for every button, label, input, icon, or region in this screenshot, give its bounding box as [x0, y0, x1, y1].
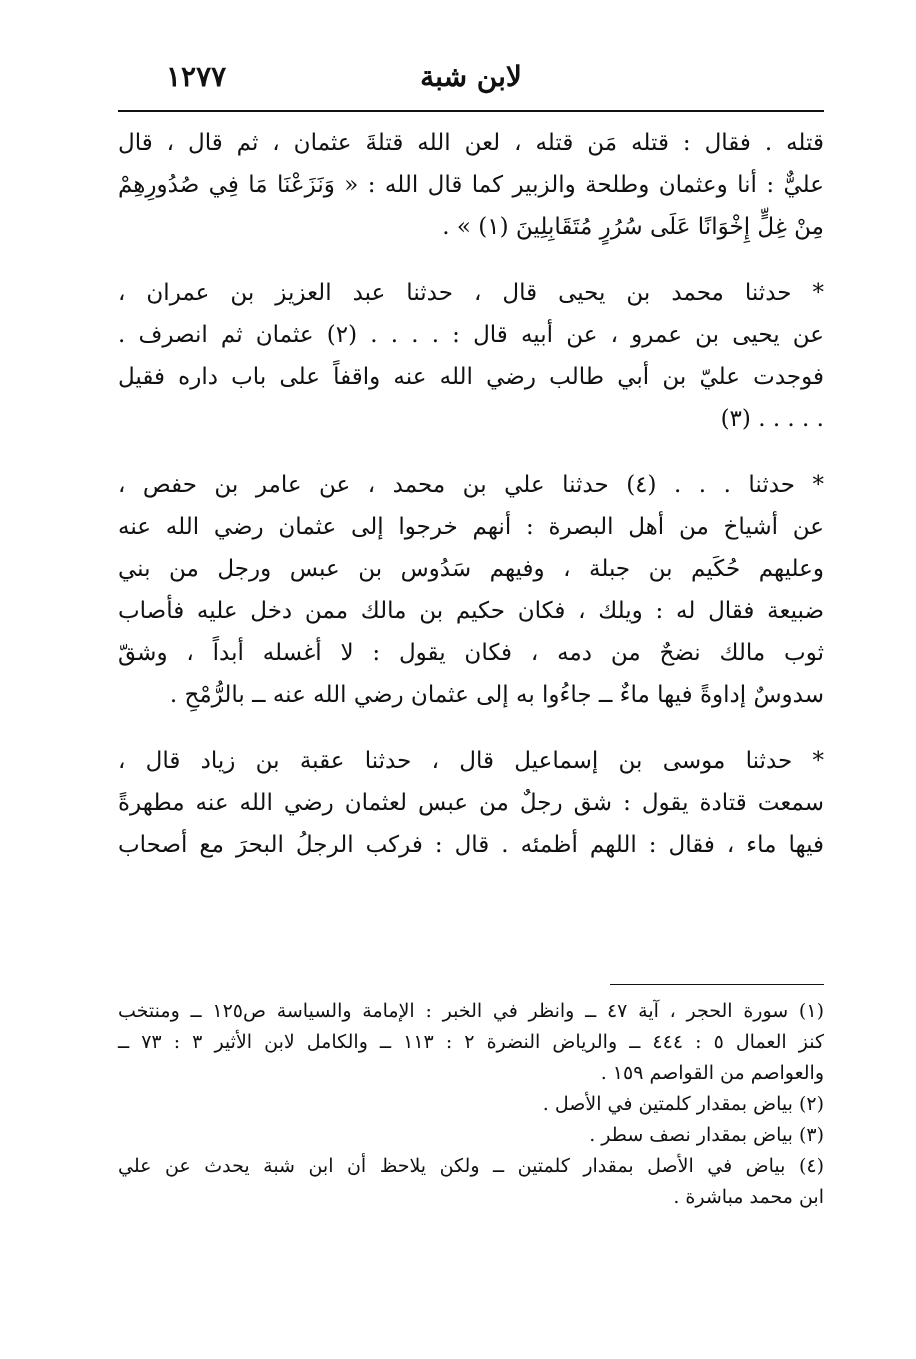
page-number: ١٢٧٧	[166, 60, 227, 93]
paragraph-1	[118, 122, 824, 248]
footnote-3	[118, 1120, 824, 1151]
text-line: ضبيعة فقال له : ويلك ، فكان حكيم بن مالك ممن دخل عليه فأصاب	[118, 598, 824, 624]
footnote-rule	[610, 984, 824, 985]
paragraph-2	[118, 272, 824, 440]
footnote-line: (٤) بياض في الأصل بمقدار كلمتين ــ ولكن يلاحظ أن ابن شبة يحدث عن علي	[118, 1155, 824, 1177]
footnote-line: (٢) بياض بمقدار كلمتين في الأصل .	[542, 1093, 824, 1115]
main-text	[118, 122, 824, 866]
footnote-line: ابن محمد مباشرة .	[673, 1186, 824, 1208]
footnote-1	[118, 996, 824, 1089]
footnote-line: والعواصم من القواصم ١٥٩ .	[600, 1062, 824, 1084]
text-line: عن أشياخ من أهل البصرة : أنهم خرجوا إلى عثمان رضي الله عنه	[118, 514, 824, 540]
text-line: عن يحيى بن عمرو ، عن أبيه قال : . . . . (٢) عثمان ثم انصرف .	[118, 322, 824, 348]
text-line: * حدثنا موسى بن إسماعيل قال ، حدثنا عقبة بن زياد قال ،	[118, 748, 824, 774]
text-line: وعليهم حُكَيم بن جبلة ، وفيهم سَدُوس بن عبس ورجل من بني	[118, 556, 824, 582]
footnote-2	[118, 1089, 824, 1120]
text-line: مِنْ غِلٍّ إِخْوَانًا عَلَى سُرُرٍ مُتَقَابِلِينَ (١) » .	[442, 214, 824, 240]
text-line: * حدثنا محمد بن يحيى قال ، حدثنا عبد العزيز بن عمران ،	[118, 280, 824, 306]
footnotes	[118, 996, 824, 1213]
text-line: فيها ماء ، فقال : اللهم أظمئه . قال : فركب الرجلُ البحرَ مع أصحاب	[118, 832, 824, 858]
footnote-line: (٣) بياض بمقدار نصف سطر .	[589, 1124, 824, 1146]
running-title: لابن شبة	[420, 60, 522, 93]
text-line: سدوسٌ إداوةً فيها ماءٌ ــ جاءُوا به إلى عثمان رضي الله عنه ــ بالرُّمْحِ .	[169, 682, 824, 708]
footnote-line: (١) سورة الحجر ، آية ٤٧ ــ وانظر في الخبر : الإمامة والسياسة ص١٢٥ ــ ومنتخب	[118, 1000, 824, 1022]
header-rule	[118, 110, 824, 112]
footnote-line: كنز العمال ٥ : ٤٤٤ ــ والرياض النضرة ٢ : ١١٣ ــ والكامل لابن الأثير ٣ : ٧٣ ــ	[118, 1031, 824, 1053]
running-header	[118, 52, 824, 102]
text-line: عليٌّ : أنا وعثمان وطلحة والزبير كما قال الله : « وَنَزَعْنَا مَا فِي صُدُورِهِمْ	[118, 172, 824, 198]
text-line: * حدثنا . . . (٤) حدثنا علي بن محمد ، عن عامر بن حفص ،	[118, 472, 824, 498]
paragraph-3	[118, 464, 824, 716]
text-line: فوجدت عليّ بن أبي طالب رضي الله عنه واقفاً على باب داره فقيل	[118, 364, 824, 390]
text-line: ثوب مالك نضحٌ من دمه ، فكان يقول : لا أغسله أبداً ، وشقّ	[118, 640, 824, 666]
text-line: . . . . . (٣)	[720, 406, 824, 432]
footnote-4	[118, 1151, 824, 1213]
text-line: قتله . فقال : قتله مَن قتله ، لعن الله قتلةَ عثمان ، ثم قال ، قال	[118, 130, 824, 156]
text-line: سمعت قتادة يقول : شق رجلٌ من عبس لعثمان رضي الله عنه مطهرةً	[118, 790, 824, 816]
paragraph-4	[118, 740, 824, 866]
